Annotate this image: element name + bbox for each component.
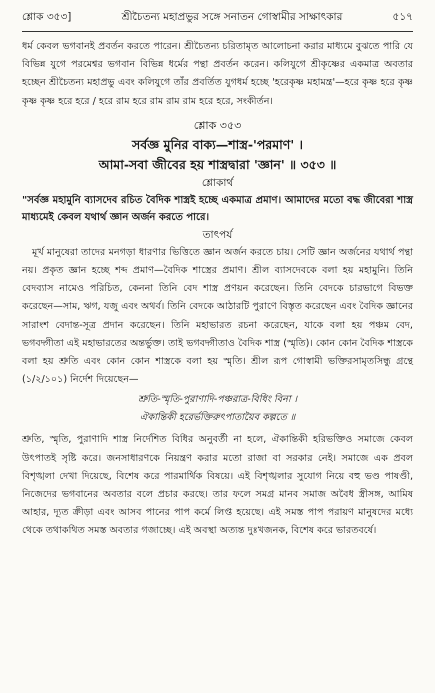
- sanskrit-quote: [22, 391, 413, 427]
- verse-line-2: আমা-সবা জীবের হয় শাস্ত্রদ্বারা 'জ্ঞান' ॥ ৩৫৩ ॥: [98, 156, 337, 172]
- verse-label: শ্লোক ৩৫৩: [193, 118, 242, 132]
- intro-paragraph: ধর্ম কেবল ভগবানই প্রবর্তন করতে পারেন। শ্রীচৈতন্য চরিতামৃত আলোচনা করার মাধ্যমে বুঝতে পারি যে বিভিন্ন যুগে পরমেশ্বর ভগবান বিভিন্ন ধর্মের পন্থা প্রবর্তন করেন। কলিযুগে শ্রীকৃষ্ণের একমাত্র অবতার হচ্ছেন শ্রীচৈতন্য মহাপ্রভু এবং কলিযুগে তাঁর প্রবর্তিত যুগধর্ম হচ্ছে 'হরেকৃষ্ণ মহামন্ত্র'—হরে কৃষ্ণ হরে কৃষ্ণ কৃষ্ণ কৃষ্ণ হরে হরে / হরে রাম হরে রাম রাম রাম হরে হরে, সংকীর্তন।: [22, 41, 413, 107]
- header-title: শ্রীচৈতন্য মহাপ্রভুর সঙ্গে সনাতন গোস্বামীর সাক্ষাৎকার: [121, 11, 343, 23]
- header-verse-ref: শ্লোক ৩৫৩]: [22, 11, 72, 23]
- sanskrit-line-2: ঐকান্তিকী হরের্ভক্তিরুৎপাতায়ৈব কল্পতে ॥: [139, 412, 296, 424]
- sanskrit-line-1: শ্রুতি-স্মৃতি-পুরাণাদি-পঞ্চরাত্র-বিধিং বিনা ।: [137, 394, 298, 406]
- verse-line-1: সর্বজ্ঞ মুনির বাক্য—শাস্ত্র-'পরমাণ' ।: [132, 136, 303, 152]
- translation-heading: শ্লোকার্থ: [201, 176, 234, 189]
- purport-paragraph-2: শ্রুতি, স্মৃতি, পুরাণাদি শাস্ত্র নির্দেশিত বিধির অনুবর্তী না হলে, ঐকান্তিকী হরিভক্তিও সমাজে কেবল উৎপাতই সৃষ্টি করে। জনসাধারণকে নিয়ন্ত্রণ করার মতো রাজা বা সরকার নেই। সমাজে এক প্রবল বিশৃঙ্খলা দেখা দিয়েছে, বিশেষ করে পারমার্থিক বিষয়ে। এই বিশৃঙ্খলার সুযোগ নিয়ে বহু ভণ্ড পাষণ্ডী, নিজেদের ভগবানের অবতার বলে প্রচার করছে। তার ফলে সমগ্র মানব সমাজ অবৈধ স্ত্রীসঙ্গ, আমিষ আহার, দ্যূত ক্রীড়া এবং আসব পানের পাপ কর্মে লিপ্ত হয়েছে। এই সমস্ত পাপ পরায়ণ মানুষদের মধ্যে থেকে তথাকথিত সমস্ত অবতার গজাচ্ছে। এই অবস্থা অত্যন্ত দুঃখজনক, বিশেষ করে ভারতবর্ষে।: [22, 434, 413, 537]
- page-number: ৫১৭: [392, 11, 413, 23]
- page-header: [22, 10, 413, 32]
- purport-heading: তাৎপর্য: [202, 228, 233, 241]
- purport-paragraph-1: মূর্খ মানুষেরা তাদের মনগড়া ধারণার ভিত্তিতে জ্ঞান অর্জন করতে চায়। সেটি জ্ঞান অর্জনের যথার্থ পন্থা নয়। প্রকৃত জ্ঞান হচ্ছে শব্দ প্রমাণ—বৈদিক শাস্ত্রের প্রমাণ। শ্রীল ব্যাসদেবকে বলা হয় মহামুনি। তিনি বেদব্যাস নামেও পরিচিত, কেননা তিনি বেদ শাস্ত্র প্রণয়ন করেছেন। তিনি বেদকে চারভাগে বিভক্ত করেছেন—সাম, ঋগ, যজু এবং অথর্ব। তিনি বেদকে আঠারটি পুরাণে বিস্তৃত করেছেন এবং বৈদিক জ্ঞানের সারাংশ বেদান্ত-সূত্র প্রদান করেছেন। তিনি মহাভারত রচনা করেছেন, যাকে বলা হয় পঞ্চম বেদ, ভগবদ্গীতা এই মহাভারতের অন্তর্ভুক্ত। তাই ভগবদ্গীতাও বৈদিক শাস্ত্র (স্মৃতি)। কোন কোন বৈদিক শাস্ত্রকে বলা হয় শ্রুতি এবং কোন কোন শাস্ত্রকে বলা হয় স্মৃতি। শ্রীল রূপ গোস্বামী ভক্তিরসামৃতসিন্ধু গ্রন্থে (১/২/১০১) নির্দেশ দিয়েছেন—: [22, 246, 413, 386]
- translation-text: "সর্বজ্ঞ মহামুনি ব্যাসদেব রচিত বৈদিক শাস্ত্রই হচ্ছে একমাত্র প্রমাণ। আমাদের মতো বদ্ধ জীবেরা শাস্ত্র মাধ্যমেই কেবল যথার্থ জ্ঞান অর্জন করতে পারে।: [22, 194, 413, 224]
